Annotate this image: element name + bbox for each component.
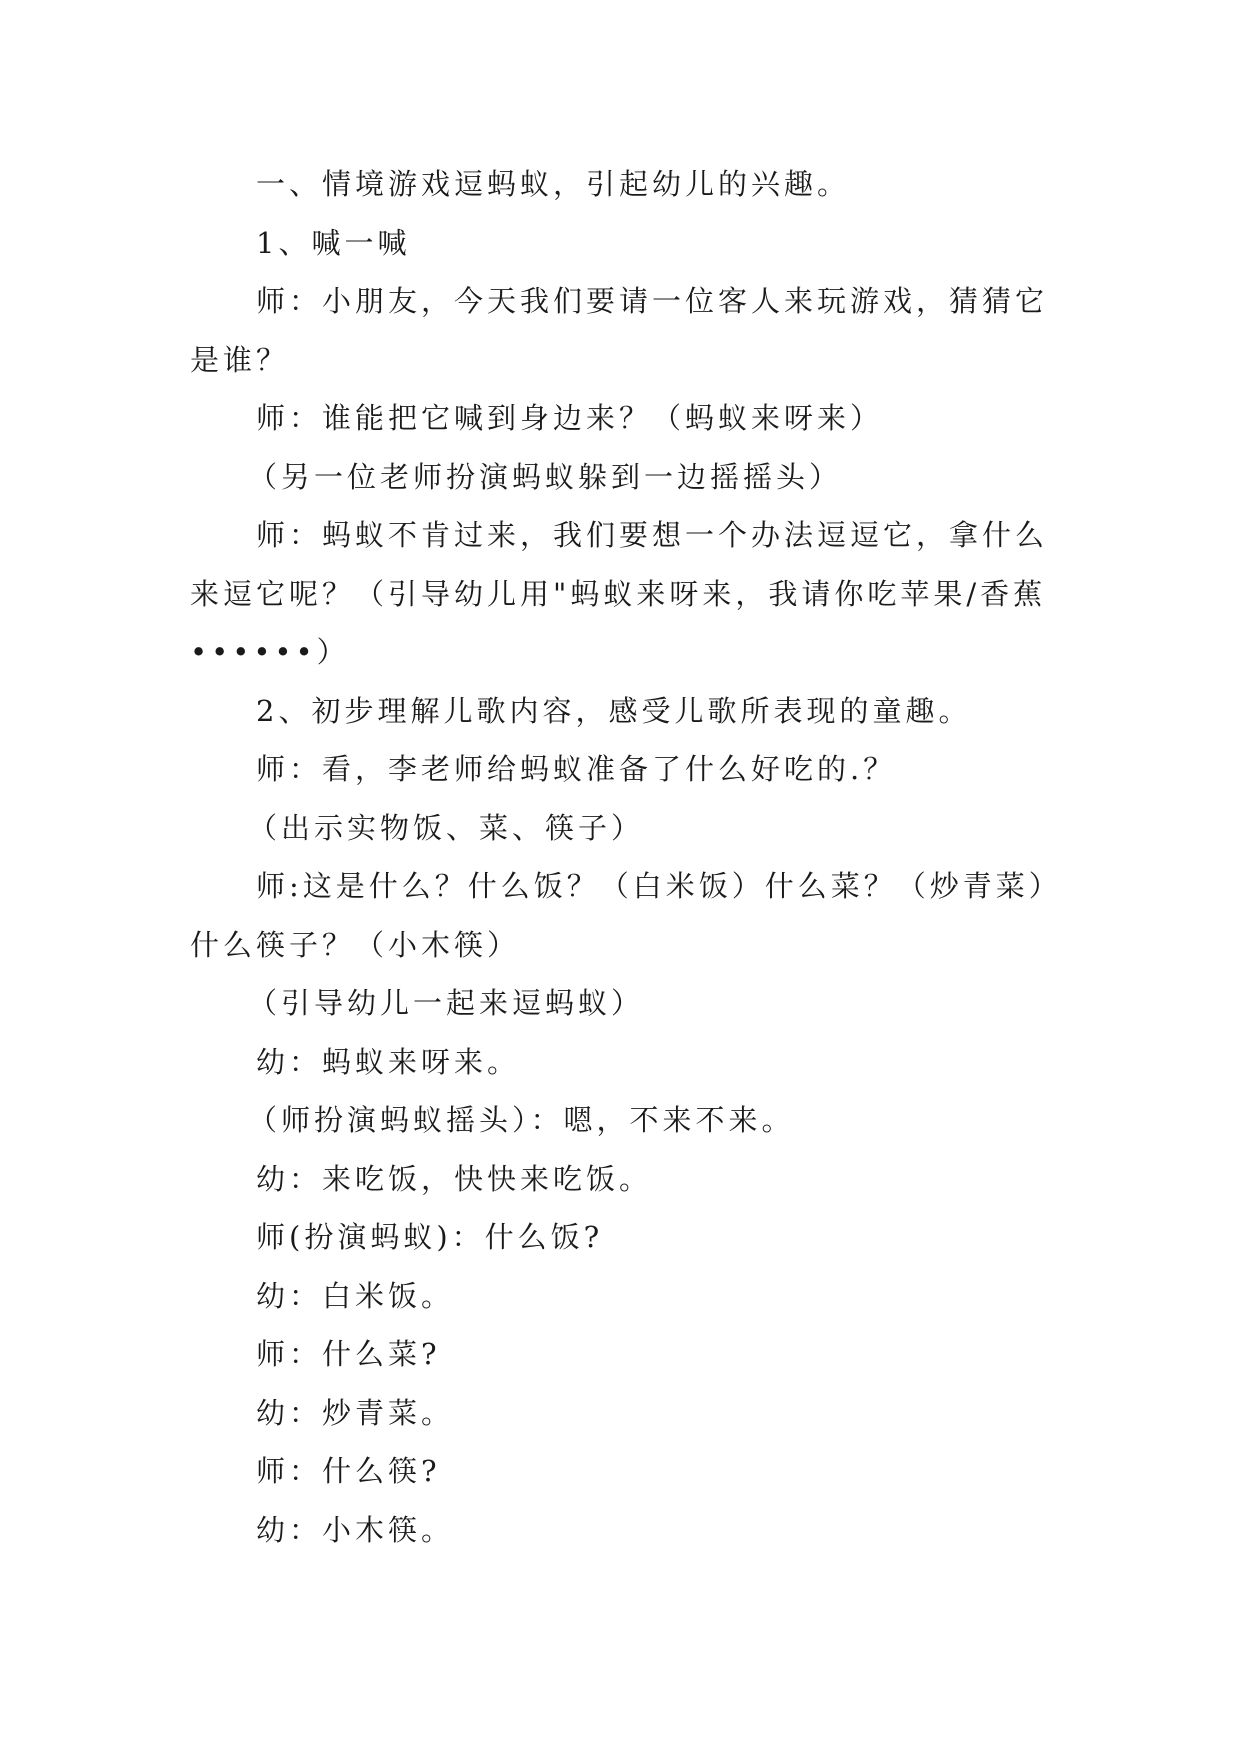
paragraph: 师：谁能把它喊到身边来？（蚂蚁来呀来）	[256, 401, 884, 435]
dialogue-line: 幼：来吃饭，快快来吃饭。	[256, 1161, 653, 1196]
subsection-heading: 1、喊一喊	[256, 225, 411, 260]
paragraph: 师：看，李老师给蚂蚁准备了什么好吃的.？	[256, 752, 897, 786]
dialogue-line: 幼：小木筷。	[256, 1512, 455, 1547]
section-heading: 一、情境游戏逗蚂蚁，引起幼儿的兴趣。	[256, 167, 851, 201]
paragraph: （引导幼儿一起来逗蚂蚁）	[248, 986, 645, 1020]
dialogue-line: 幼：炒青菜。	[256, 1395, 455, 1430]
paragraph: 师：蚂蚁不肯过来，我们要想一个办法逗逗它，拿什么来逗它呢？（引导幼儿用"蚂蚁来呀来，我请你吃苹果/香蕉••••••）	[190, 518, 1049, 669]
dialogue-line: 幼：白米饭。	[256, 1278, 455, 1313]
paragraph: 师：小朋友，今天我们要请一位客人来玩游戏，猜猜它是谁？	[190, 284, 1049, 377]
dialogue-line: 幼：蚂蚁来呀来。	[256, 1044, 521, 1079]
document-body	[190, 155, 1050, 1559]
paragraph: （另一位老师扮演蚂蚁躲到一边摇摇头）	[248, 459, 843, 494]
dialogue-line: 师(扮演蚂蚁)：什么饭?	[256, 1220, 604, 1254]
dialogue-line: （师扮演蚂蚁摇头）：嗯，不来不来。	[248, 1103, 795, 1137]
subsection-heading: 2、初步理解儿歌内容，感受儿歌所表现的童趣。	[256, 693, 972, 728]
paragraph: 师:这是什么？什么饭？（白米饭）什么菜？（炒青菜）什么筷子？（小木筷）	[190, 869, 1048, 962]
dialogue-line: 师：什么筷?	[256, 1454, 441, 1488]
paragraph: （出示实物饭、菜、筷子）	[248, 810, 645, 845]
dialogue-line: 师：什么菜?	[256, 1337, 441, 1371]
